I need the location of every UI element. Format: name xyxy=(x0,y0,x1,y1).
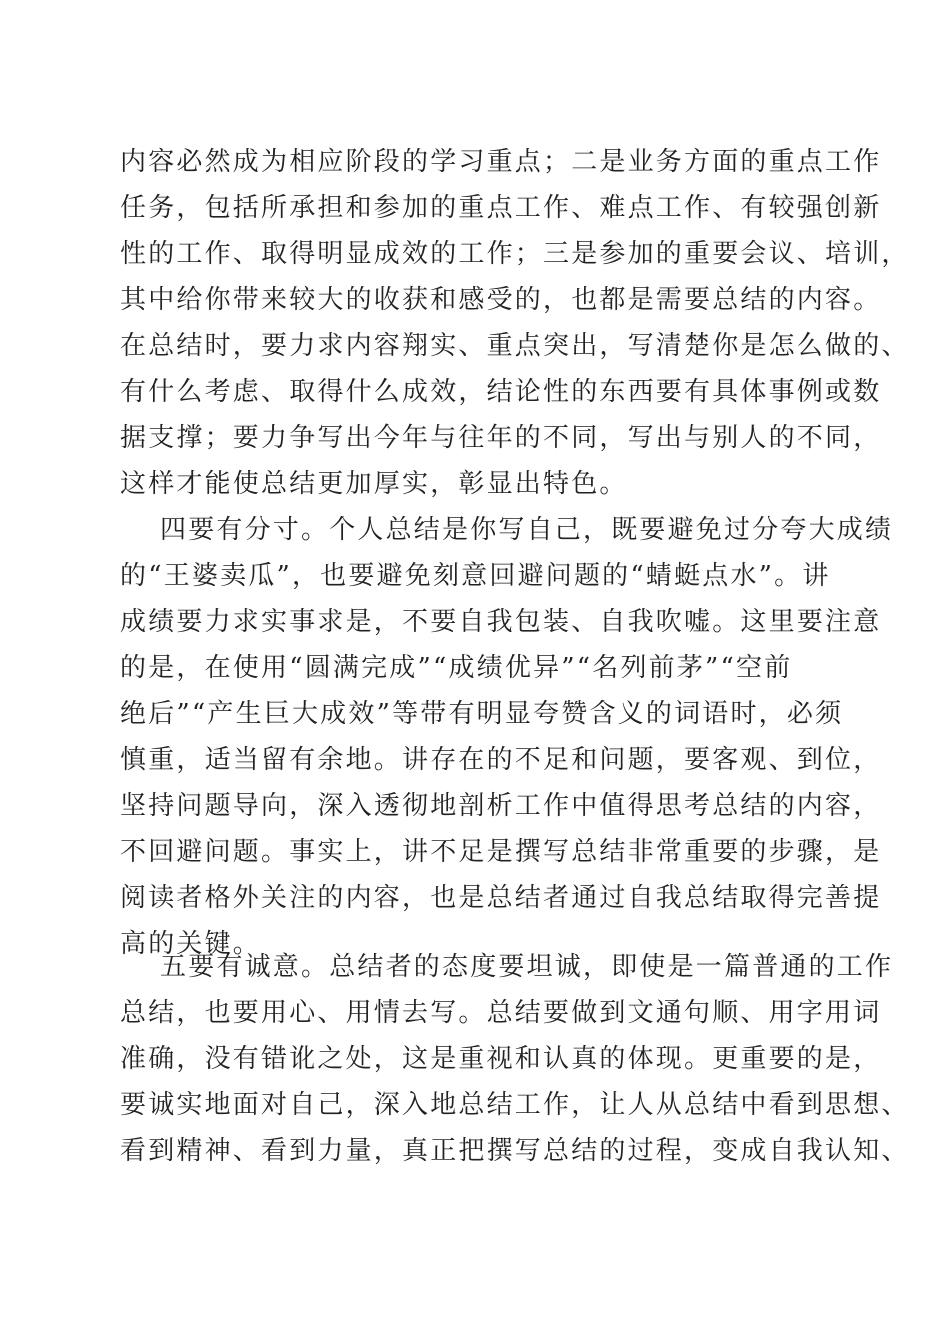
text-line: 任务，包括所承担和参加的重点工作、难点工作、有较强创新 xyxy=(120,193,882,223)
text-line: 不回避问题。事实上，讲不足是撰写总结非常重要的步骤，是 xyxy=(120,837,882,867)
text-line: 总结，也要用心、用情去写。总结要做到文通句顺、用字用词 xyxy=(120,998,882,1028)
text-line: 的“王婆卖瓜”，也要避免刻意回避问题的“蜻蜓点水”。讲 xyxy=(120,561,831,591)
text-line: 有什么考虑、取得什么成效，结论性的东西要有具体事例或数 xyxy=(120,377,882,407)
text-line: 据支撑；要力争写出今年与往年的不同，写出与别人的不同， xyxy=(120,423,882,453)
text-line: 四要有分寸。个人总结是你写自己，既要避免过分夸大成绩 xyxy=(160,515,894,545)
text-line: 准确，没有错讹之处，这是重视和认真的体现。更重要的是， xyxy=(120,1044,882,1074)
text-line: 坚持问题导向，深入透彻地剖析工作中值得思考总结的内容， xyxy=(120,791,882,821)
text-line: 的是，在使用“圆满完成”“成绩优异”“名列前茅”“空前 xyxy=(120,653,793,683)
paragraph-continuation xyxy=(120,139,910,507)
text-line: 看到精神、看到力量，真正把撰写总结的过程，变成自我认知、 xyxy=(120,1136,910,1166)
text-line: 在总结时，要力求内容翔实、重点突出，写清楚你是怎么做的、 xyxy=(120,331,910,361)
text-line: 要诚实地面对自己，深入地总结工作，让人从总结中看到思想、 xyxy=(120,1090,910,1120)
text-line: 高的关键。 xyxy=(120,929,262,959)
text-line: 其中给你带来较大的收获和感受的，也都是需要总结的内容。 xyxy=(120,285,882,315)
text-line: 性的工作、取得明显成效的工作；三是参加的重要会议、培训， xyxy=(120,239,910,269)
text-line: 绝后”“产生巨大成效”等带有明显夸赞含义的词语时，必须 xyxy=(120,699,844,729)
text-line: 这样才能使总结更加厚实，彰显出特色。 xyxy=(120,469,628,499)
text-line: 慎重，适当留有余地。讲存在的不足和问题，要客观、到位， xyxy=(120,745,882,775)
text-line: 五要有诚意。总结者的态度要坦诚，即使是一篇普通的工作 xyxy=(160,952,894,982)
text-line: 阅读者格外关注的内容，也是总结者通过自我总结取得完善提 xyxy=(120,883,882,913)
text-line: 内容必然成为相应阶段的学习重点；二是业务方面的重点工作 xyxy=(120,147,882,177)
paragraph-five-sincerity xyxy=(120,944,910,1174)
text-line: 成绩要力求实事求是，不要自我包装、自我吹嘘。这里要注意 xyxy=(120,607,882,637)
